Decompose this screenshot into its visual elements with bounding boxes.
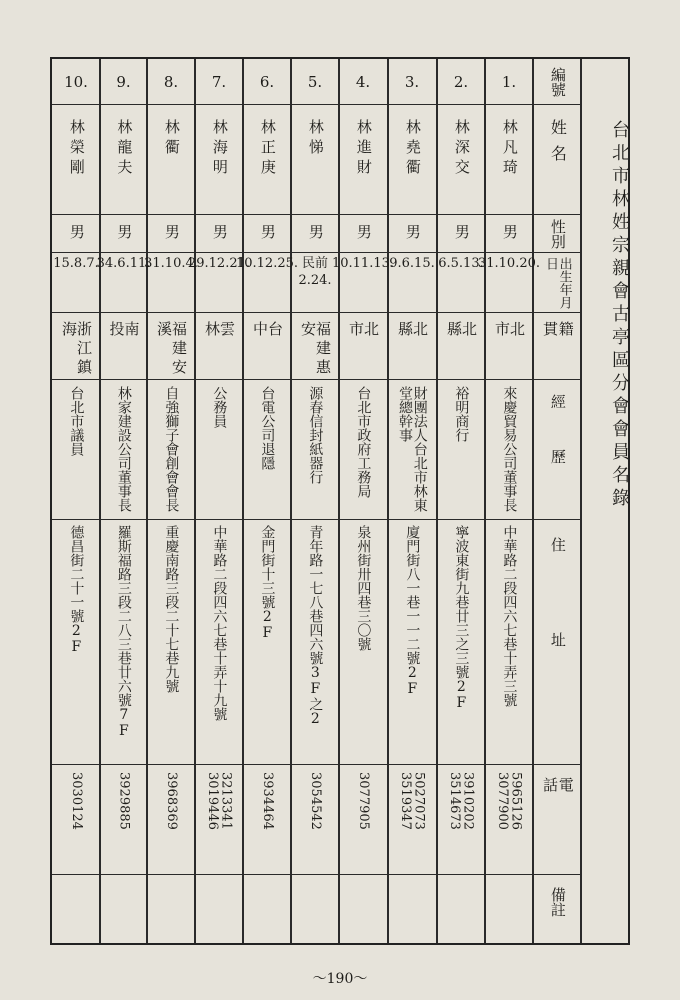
header-address: 住址 [548, 537, 567, 727]
header-note: 備註 [548, 887, 567, 917]
member-8-sex: 男 [162, 224, 181, 240]
member-4-address: 泉州街卅四巷三〇號 [355, 525, 372, 651]
row-divider [52, 519, 580, 520]
member-1-sex: 男 [500, 224, 519, 240]
column-divider [580, 59, 582, 943]
member-9-name: 林龍夫 [115, 119, 134, 179]
member-9-no: 9. [116, 73, 131, 91]
header-sex: 性別 [548, 219, 567, 249]
member-6-birth: 10.12.25. [235, 256, 299, 271]
header-phone: 電話 [541, 777, 575, 842]
member-1-career: 來慶貿易公司董事長 [501, 386, 518, 512]
member-2-address: 寧波東街九巷廿三之三號2F [453, 525, 470, 711]
row-divider [52, 379, 580, 380]
member-6-career: 台電公司退隱 [259, 386, 276, 470]
member-3-sex: 男 [403, 224, 422, 240]
page-number: ～190～ [312, 971, 368, 987]
member-7-career: 公務員 [211, 386, 228, 428]
member-7-name: 林海明 [210, 119, 229, 179]
member-3-name: 林堯衢 [403, 119, 422, 179]
member-8-origin: 福建安溪 [155, 321, 188, 378]
member-4-career: 台北市政府工務局 [355, 386, 372, 498]
member-10-no: 10. [64, 73, 88, 91]
row-divider [52, 214, 580, 215]
member-7-sex: 男 [210, 224, 229, 240]
member-2-sex: 男 [452, 224, 471, 240]
member-3-birth: 9.6.15. [389, 256, 435, 271]
member-3-origin: 北縣 [396, 321, 429, 354]
member-9-career: 林家建設公司董事長 [115, 386, 132, 512]
member-5-name: 林悌 [306, 119, 325, 159]
row-divider [52, 252, 580, 253]
member-5-birth: 民前2.24. [298, 256, 332, 288]
row-divider [52, 104, 580, 105]
member-1-birth: 31.10.20. [477, 256, 541, 271]
member-3-address: 廈門街八一巷一一二號2F [404, 525, 421, 697]
member-6-sex: 男 [258, 224, 277, 240]
row-divider [52, 312, 580, 313]
member-7-phone: 3213341 3019446 [205, 772, 234, 830]
member-5-phone: 3054542 [307, 772, 323, 830]
member-6-name: 林正庚 [258, 119, 277, 179]
member-10-career: 台北市議員 [68, 386, 85, 456]
header-no: 編號 [548, 67, 567, 97]
member-1-phone: 5965126 3077900 [495, 772, 524, 830]
member-9-birth: 34.6.11. [96, 256, 151, 271]
member-8-name: 林衢 [162, 119, 181, 159]
member-7-address: 中華路二段四六七巷十弄十九號 [211, 525, 228, 721]
member-5-address: 青年路一七八巷四六號3F之2 [307, 525, 324, 727]
member-3-phone: 5027073 3519347 [398, 772, 427, 830]
member-5-origin: 福建惠安 [299, 321, 332, 378]
header-name: 姓名 [548, 119, 568, 171]
member-2-name: 林深交 [452, 119, 471, 179]
member-9-phone: 3929885 [116, 772, 132, 830]
member-4-phone: 3077905 [355, 772, 371, 830]
member-4-name: 林進財 [354, 119, 373, 179]
member-8-phone: 3968369 [163, 772, 179, 830]
member-7-birth: 29.12.21. [187, 256, 251, 271]
member-4-birth: 10.11.13. [331, 256, 395, 271]
member-4-origin: 北市 [347, 321, 380, 354]
member-2-no: 2. [453, 73, 469, 91]
header-career: 經歷 [548, 394, 567, 504]
member-10-sex: 男 [67, 224, 86, 240]
member-3-career: 財團法人台北市林東堂總幹事 [397, 386, 428, 512]
member-10-phone: 3030124 [68, 772, 84, 830]
member-5-sex: 男 [306, 224, 325, 240]
header-birth: 出生年月日 [543, 257, 572, 309]
member-10-address: 德昌街二十一號2F [68, 525, 85, 655]
member-8-no: 8. [163, 73, 179, 91]
member-8-career: 自強獅子會創會會長 [163, 386, 180, 512]
member-6-address: 金門街十三號2F [259, 525, 276, 641]
row-divider [52, 764, 580, 765]
member-10-origin: 浙江鎮海 [60, 321, 93, 378]
member-5-career: 源春信封紙器行 [307, 386, 324, 484]
member-1-name: 林凡琦 [500, 119, 519, 179]
member-10-birth: 15.8.7. [53, 256, 99, 271]
member-8-address: 重慶南路三段二十七巷九號 [163, 525, 180, 693]
member-2-phone: 3910202 3514673 [447, 772, 476, 830]
member-7-origin: 雲林 [203, 321, 236, 354]
member-2-career: 裕明商行 [453, 386, 470, 442]
member-6-no: 6. [259, 73, 275, 91]
member-2-birth: 6.5.13. [438, 256, 484, 271]
member-9-origin: 南投 [107, 321, 141, 354]
member-7-no: 7. [211, 73, 227, 91]
member-4-sex: 男 [354, 224, 373, 240]
member-2-origin: 北縣 [445, 321, 478, 354]
member-1-no: 1. [501, 73, 517, 91]
member-8-birth: 31.10.4. [144, 256, 198, 271]
member-6-origin: 台中 [251, 321, 284, 354]
header-origin: 籍貫 [541, 321, 575, 354]
member-4-no: 4. [355, 73, 371, 91]
member-6-phone: 3934464 [259, 772, 275, 830]
row-divider [52, 874, 580, 875]
document-title: 台北市林姓宗親會古亭區分會會員名錄 [609, 120, 630, 511]
member-table [50, 57, 630, 945]
member-3-no: 3. [404, 73, 420, 91]
member-9-sex: 男 [115, 224, 134, 240]
member-5-no: 5. [307, 73, 323, 91]
member-1-origin: 北市 [493, 321, 526, 354]
member-9-address: 羅斯福路三段二八三巷廿六號7F [115, 525, 132, 739]
member-10-name: 林榮剛 [67, 119, 86, 179]
member-1-address: 中華路二段四六七巷十弄三號 [501, 525, 518, 707]
